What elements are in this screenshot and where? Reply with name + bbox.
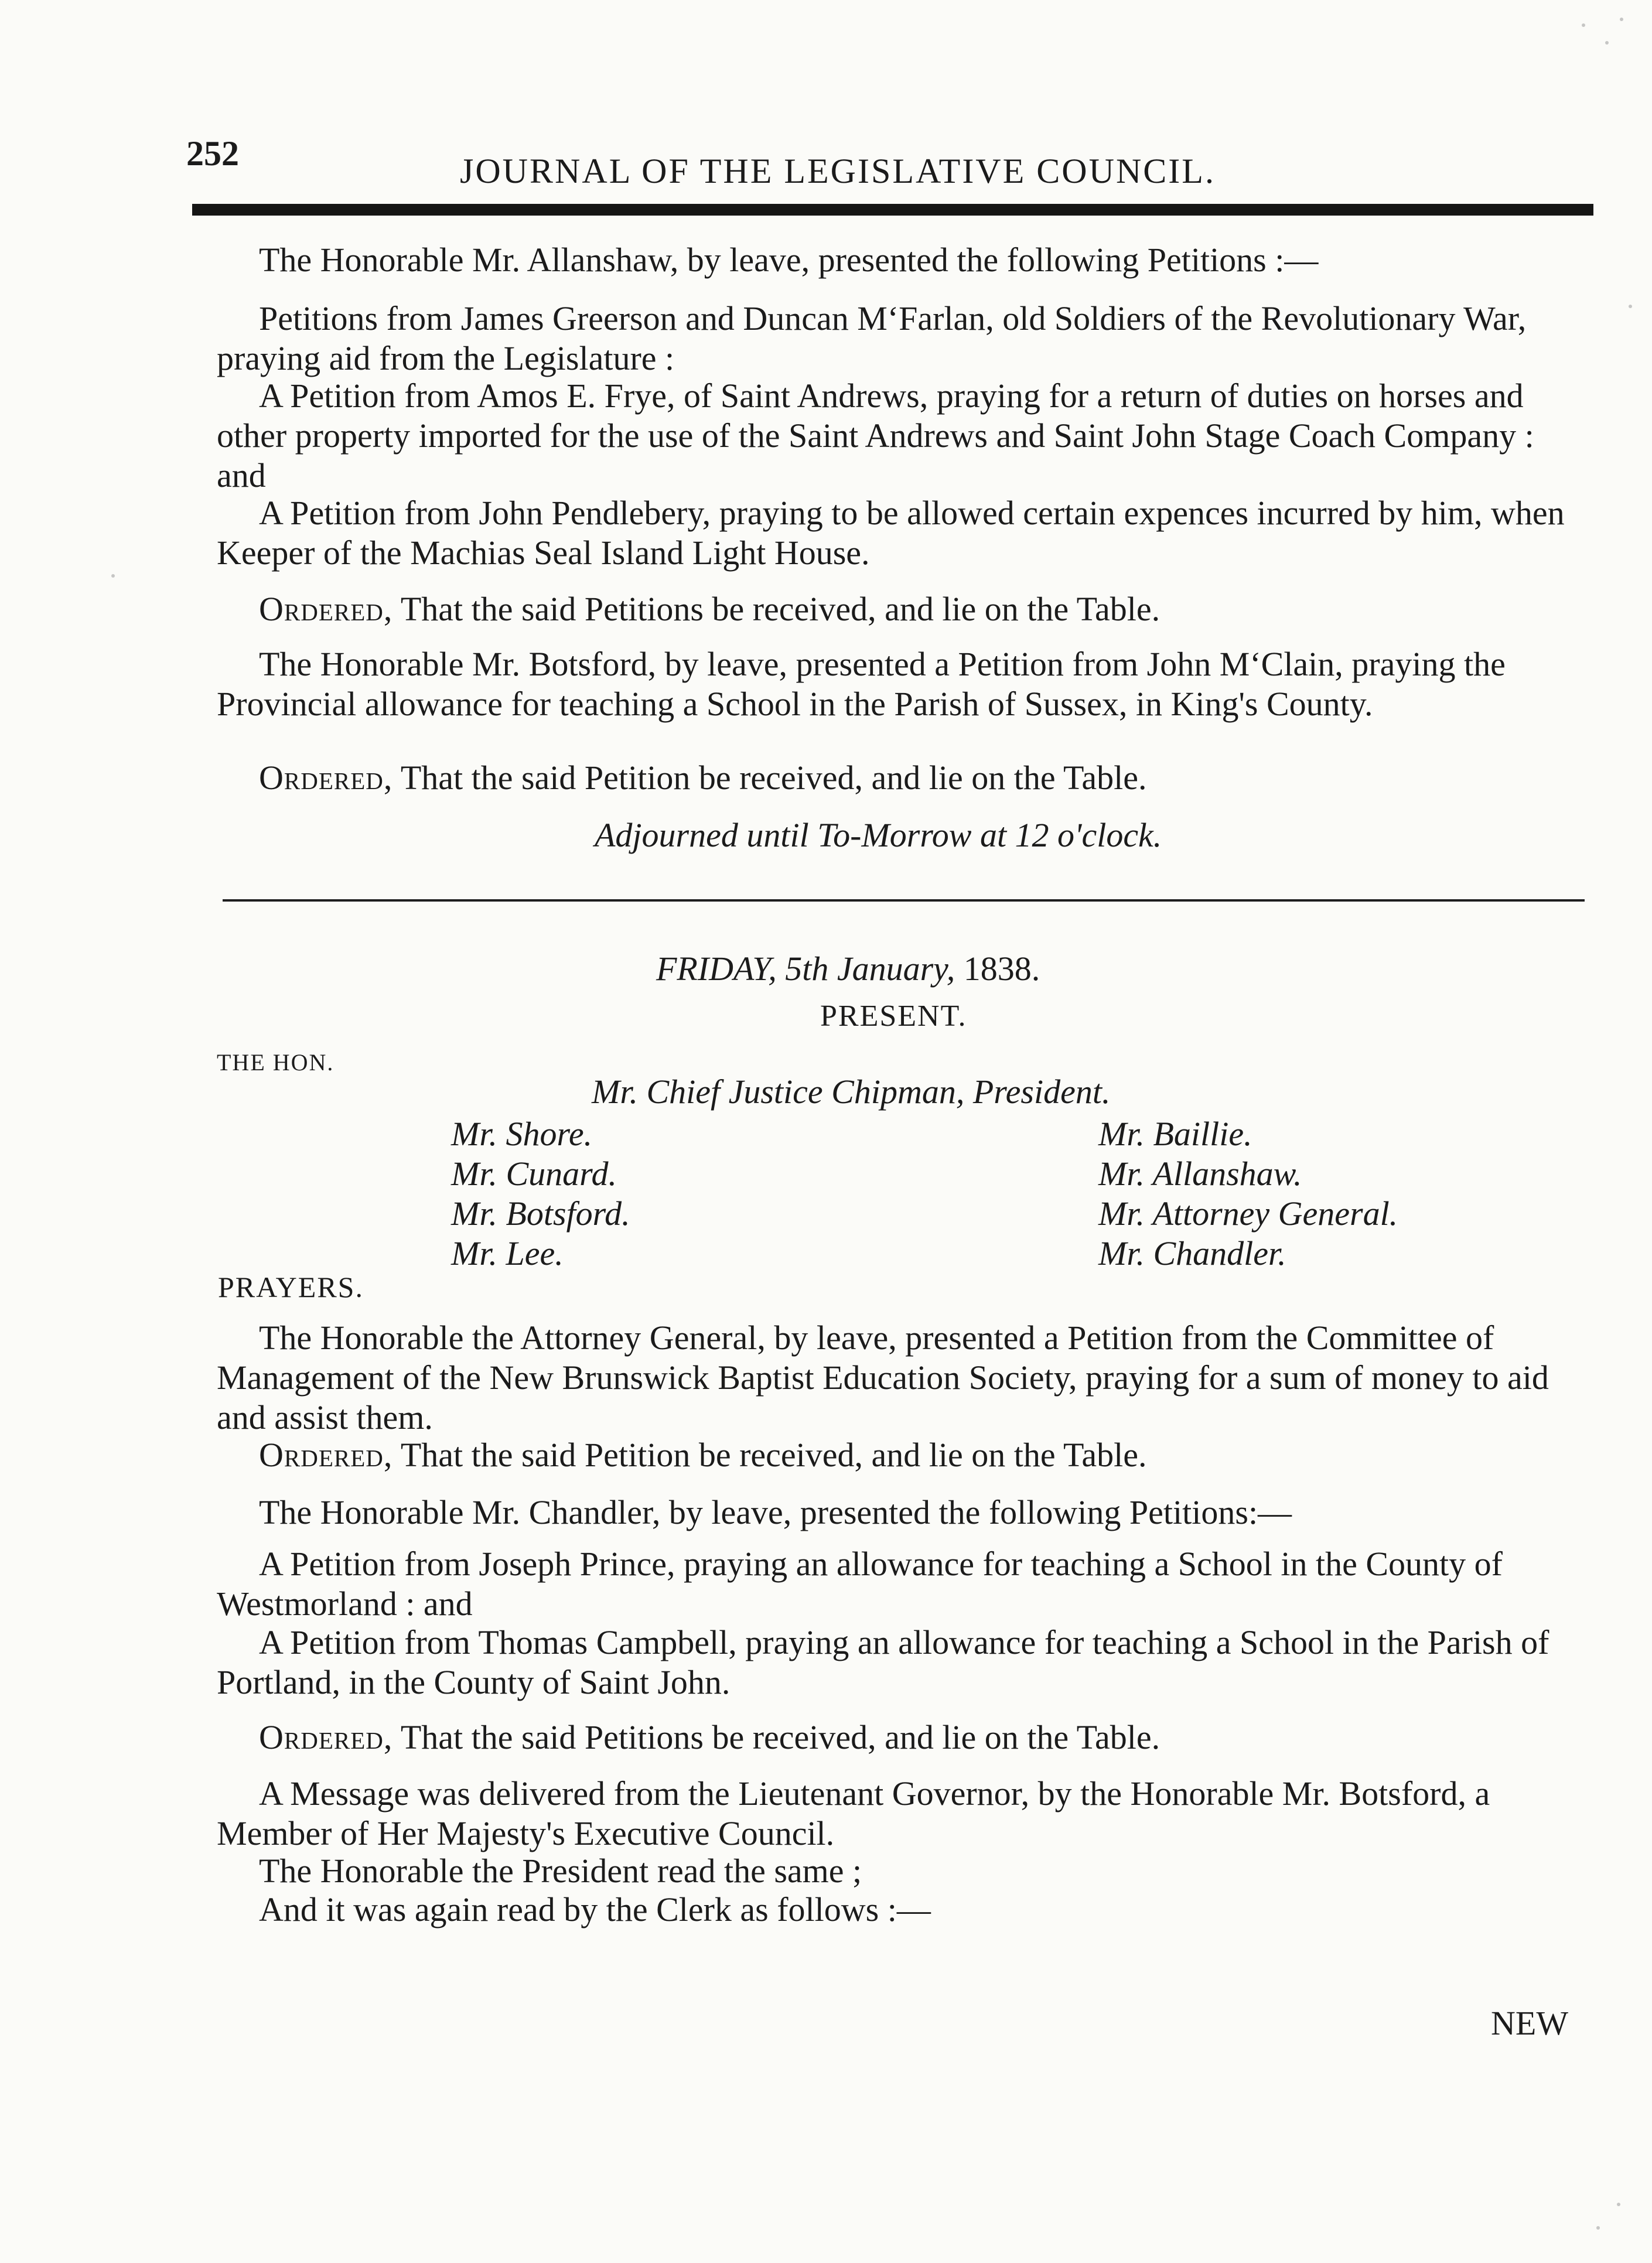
present-heading: PRESENT.: [820, 999, 967, 1033]
adjourned-line: Adjourned until To-Morrow at 12 o'clock.: [595, 816, 1162, 854]
paragraph-greerson-petition: Petitions from James Greerson and Duncan M‘Farlan, old Soldiers of the Revolutionary War, praying aid from the Legislature :: [217, 299, 1527, 377]
ordered-label: Ordered,: [259, 759, 393, 797]
ordered-text: That the said Petition be received, and lie on the Table.: [400, 1436, 1147, 1474]
the-hon-label: THE HON.: [217, 1049, 335, 1076]
member-lee: Mr. Lee.: [451, 1234, 564, 1272]
ordered-paragraph: [217, 589, 1590, 629]
paragraph-frye-petition: A Petition from Amos E. Frye, of Saint Andrews, praying for a return of duties on horses and other property imported for the use of the Saint Andrews and Saint John Stage Coach Company : and: [217, 377, 1534, 494]
member-shore: Mr. Shore.: [451, 1115, 593, 1153]
header-rule: [192, 204, 1593, 216]
scan-speck: [1582, 23, 1585, 27]
paragraph-botsford-petition: The Honorable Mr. Botsford, by leave, presented a Petition from John M‘Clain, praying the Provincial allowance for teaching a School in the Parish of Sussex, in King's County.: [217, 645, 1506, 723]
paragraph-chandler-petitions: The Honorable Mr. Chandler, by leave, presented the following Petitions:—: [259, 1493, 1292, 1531]
scan-speck: [1596, 2226, 1600, 2230]
ordered-text: That the said Petition be received, and lie on the Table.: [400, 759, 1147, 797]
scan-speck: [1617, 2203, 1620, 2206]
member-cunard: Mr. Cunard.: [451, 1155, 617, 1193]
running-title: JOURNAL OF THE LEGISLATIVE COUNCIL.: [460, 152, 1216, 190]
ordered-label: Ordered,: [259, 590, 393, 628]
ordered-text: That the said Petitions be received, and lie on the Table.: [400, 590, 1161, 628]
paragraph-clerk-read: And it was again read by the Clerk as follows :—: [259, 1890, 931, 1929]
scan-speck: [1620, 18, 1623, 21]
scan-speck: [111, 574, 115, 578]
ordered-paragraph: [217, 1718, 1590, 1757]
catchword: NEW: [1491, 2004, 1569, 2042]
ordered-label: Ordered,: [259, 1718, 393, 1756]
date-month: 5th January,: [785, 950, 955, 988]
paragraph-president-read: The Honorable the President read the same ;: [259, 1852, 862, 1890]
paragraph-prince-petition: A Petition from Joseph Prince, praying an allowance for teaching a School in the County of Westmorland : and: [217, 1545, 1503, 1623]
member-botsford: Mr. Botsford.: [451, 1194, 630, 1233]
member-chandler: Mr. Chandler.: [1098, 1234, 1286, 1272]
paragraph-campbell-petition: A Petition from Thomas Campbell, praying an allowance for teaching a School in the Parish of Portland, in the County of Saint John.: [217, 1623, 1549, 1701]
sitting-date: [656, 949, 1040, 989]
page-number: 252: [186, 134, 239, 173]
scan-speck: [1629, 305, 1632, 308]
ordered-paragraph: [217, 1435, 1590, 1475]
member-baillie: Mr. Baillie.: [1098, 1115, 1252, 1153]
prayers-heading: PRAYERS.: [218, 1271, 364, 1303]
paragraph-message-delivered: A Message was delivered from the Lieutenant Governor, by the Honorable Mr. Botsford, a Member of Her Majesty's Executive Council.: [217, 1774, 1490, 1852]
paragraph-pendlebery-petition: A Petition from John Pendlebery, praying to be allowed certain expences incurred by him, when Keeper of the Machias Seal Island Light House.: [217, 494, 1565, 572]
section-divider: [223, 899, 1585, 902]
paragraph-allanshaw-petitions: The Honorable Mr. Allanshaw, by leave, presented the following Petitions :—: [259, 241, 1319, 279]
date-day: FRIDAY,: [656, 950, 777, 988]
ordered-paragraph: [217, 758, 1590, 798]
member-allanshaw: Mr. Allanshaw.: [1098, 1155, 1302, 1193]
scan-speck: [1605, 41, 1609, 45]
ordered-label: Ordered,: [259, 1436, 393, 1474]
president-line: Mr. Chief Justice Chipman, President.: [592, 1073, 1111, 1111]
date-year: 1838.: [963, 950, 1040, 988]
paragraph-baptist-society-petition: The Honorable the Attorney General, by leave, presented a Petition from the Committee of Management of the New Brunswick Baptist Education Society, praying for a sum of money to aid and assist them.: [217, 1319, 1549, 1436]
member-attorney-general: Mr. Attorney General.: [1098, 1194, 1398, 1233]
ordered-text: That the said Petitions be received, and lie on the Table.: [400, 1718, 1161, 1756]
